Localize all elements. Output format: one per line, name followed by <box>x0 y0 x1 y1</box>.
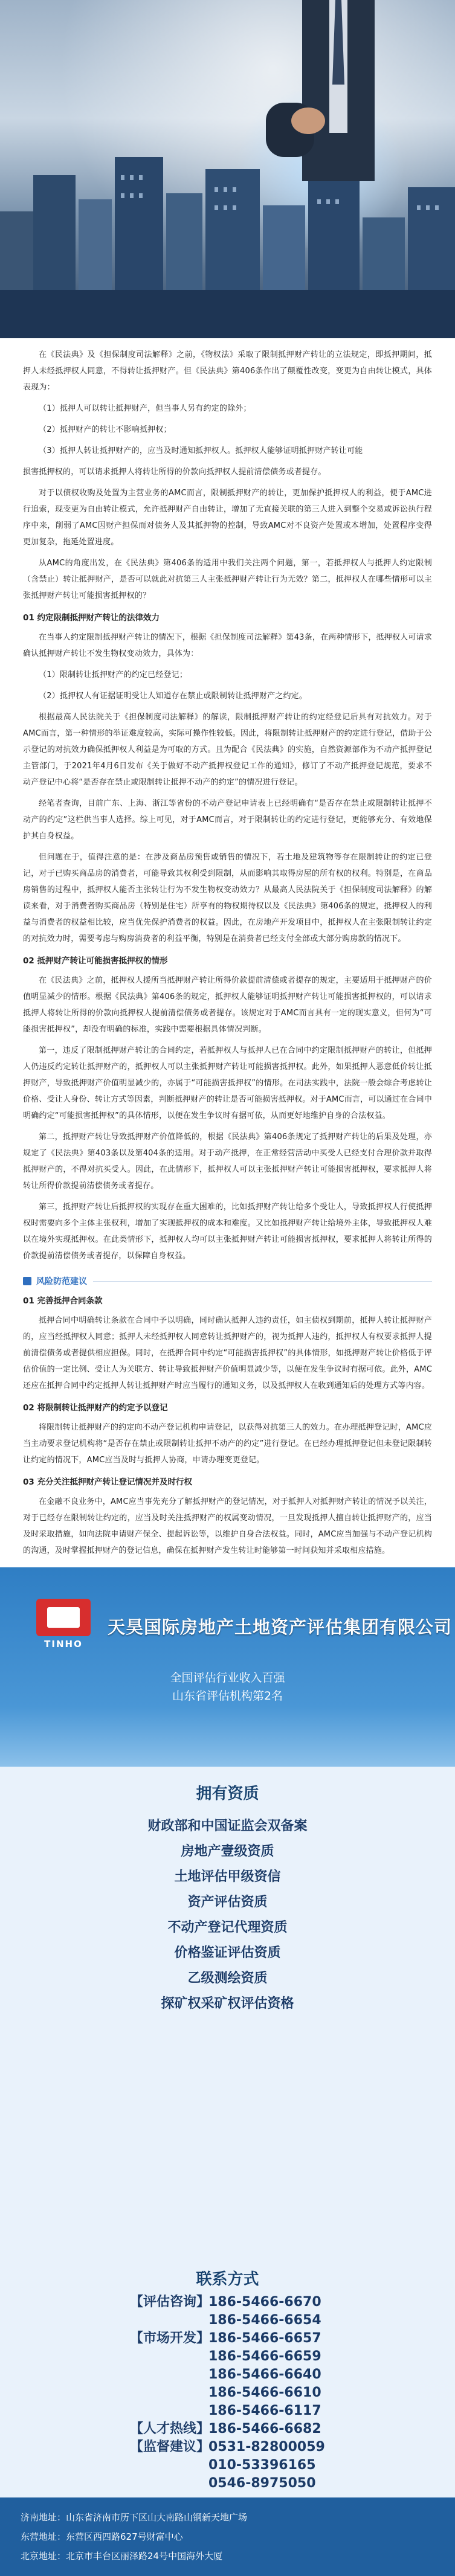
contact-row <box>130 2311 372 2330</box>
city-skyline <box>0 139 455 338</box>
contact-label <box>130 2311 208 2330</box>
list-item: （2）抵押权人有证据证明受让人知道存在禁止或限制转让抵押财产之约定。 <box>39 692 308 701</box>
qualification-item: 不动产登记代理资质 <box>167 1920 288 1935</box>
contact-row <box>130 2402 372 2420</box>
logo-text: TINHO <box>44 1639 83 1649</box>
contact-row <box>130 2438 372 2456</box>
contact-list <box>130 2293 372 2493</box>
address-line: 济南地址：山东省济南市历下区山大南路山钢新天地广场 <box>21 2512 248 2523</box>
qualification-item: 价格鉴证评估资质 <box>174 1945 281 1961</box>
section-heading: 01 约定限制抵押财产转让的法律效力 <box>23 613 160 623</box>
address-line: 北京地址：北京市丰台区丽泽路24号中国海外大厦 <box>21 2551 223 2562</box>
paragraph: 经笔者查询，目前广东、上海、浙江等省份的不动产登记申请表上已经明确有“是否存在禁止或限制转让抵押不动产的约定”这栏供当事人选择。综上可见，对于AMC而言，对于限制转让的约定进行登记，更能够充分、有效地保护其自身权益。 <box>23 799 432 841</box>
section-heading: 02 抵押财产转让可能损害抵押权的情形 <box>23 956 168 966</box>
phone-number[interactable]: 186-5466-6670 <box>208 2295 321 2310</box>
contact-row <box>130 2420 372 2438</box>
paragraph: 从AMC的角度出发，在《民法典》第406条的适用中我们关注两个问题，第一，若抵押权人与抵押人约定限制（含禁止）转让抵押财产，是否可以就此对抗第三人主张抵押财产转让行为无效？第二，抵押权人在哪些情形可以主张抵押财产转让可能损害抵押权的？ <box>23 559 432 600</box>
qualification-item: 资产评估资质 <box>187 1895 268 1910</box>
qualification-item: 财政部和中国证监会双备案 <box>147 1819 308 1834</box>
list-item: （1）限制转让抵押财产的约定已经登记； <box>39 670 188 679</box>
hero-banner <box>0 0 455 338</box>
qualification-item: 探矿权采矿权评估资格 <box>161 1996 294 2011</box>
phone-number[interactable]: 186-5466-6659 <box>208 2349 321 2364</box>
contact-row <box>130 2384 372 2402</box>
phone-number[interactable]: 0546-8975050 <box>208 2476 316 2491</box>
address-line: 东营地址：东营区西四路627号财富中心 <box>21 2531 183 2542</box>
contact-label <box>130 2348 208 2366</box>
tips-title: 风险防范建议 <box>36 1277 87 1286</box>
contact-label <box>130 2456 208 2475</box>
paragraph: 将限制转让抵押财产的约定向不动产登记机构申请登记，以获得对抗第三人的效力。在办理抵押登记时，AMC应当主动要求登记机构将“是否存在禁止或限制转让抵押不动产的约定”进行登记。在已经办理抵押登记但未登记限制转让约定的情况下，AMC应当及时与抵押人协商，申请办理变更登记。 <box>23 1423 432 1465</box>
company-name: 天昊国际房地产土地资产评估集团有限公司 <box>108 1616 453 1637</box>
footer-banner <box>0 1567 455 1767</box>
phone-number[interactable]: 186-5466-6610 <box>208 2385 321 2400</box>
phone-number[interactable]: 0531-82800059 <box>208 2439 325 2455</box>
phone-number[interactable]: 186-5466-6657 <box>208 2331 321 2346</box>
contact-row <box>130 2366 372 2384</box>
brand-row <box>0 1599 455 1653</box>
paragraph: 在当事人约定限制抵押财产转让的情况下，根据《担保制度司法解释》第43条，在两种情形下，抵押权人可请求确认抵押财产转让不发生物权变动效力，具体为： <box>23 633 432 658</box>
paragraph: 但问题在于，值得注意的是：在涉及商品房预售或销售的情况下，若土地及建筑物等存在限制转让的约定已登记，对于已购买商品房的消费者，可能导致其权利受到限制，从而影响其取得房屋的所有权的权利。特别是，在商品房销售的过程中，抵押权人能否主张转让行为不发生物权变动效力？从最高人民法院关于《担保制度司法解释》的解读来看，对于消费者购买商品房（特别是住宅）所享有的物权期待权以及《民法典》第406条的规定，抵押权人的利益与消费者的权益相比较，应当优先保护消费者的权益。因此，在房地产开发项目中，抵押权人在主张限制转让约定的对抗效力时，需要考虑与购房消费者的利益平衡，特别是在消费者已经支付全部或大部分购房款的情况下。 <box>23 853 432 943</box>
phone-number[interactable]: 186-5466-6682 <box>208 2421 321 2436</box>
list-item: （1）抵押人可以转让抵押财产，但当事人另有约定的除外； <box>39 404 251 413</box>
slogans <box>0 1669 455 1705</box>
qualification-item: 房地产壹级资质 <box>181 1844 274 1859</box>
contact-row <box>130 2475 372 2493</box>
phone-number[interactable]: 010-53396165 <box>208 2458 316 2473</box>
contact-heading <box>0 2267 455 2289</box>
list-item: （3）抵押人转让抵押财产的，应当及时通知抵押权人。抵押权人能够证明抵押财产转让可能 <box>39 446 363 455</box>
phone-number[interactable]: 186-5466-6640 <box>208 2367 321 2382</box>
contact-label <box>130 2366 208 2384</box>
paragraph: 第三，抵押财产转让后抵押权的实现存在重大困难的，比如抵押财产转让给多个受让人，导致抵押权人行使抵押权时需要向多个主体主张权利，增加了实现抵押权的成本和难度。又比如抵押财产转让给境外主体，导致抵押权人难以在境外实现抵押权。在此类情形下，抵押权人均可以主张抵押财产转让可能损害抵押权，要求抵押人将转让所得的价款提前清偿债务或者提存，以保障自身权益。 <box>23 1203 432 1261</box>
article-body <box>0 338 455 1264</box>
paragraph: 损害抵押权的，可以请求抵押人将转让所得的价款向抵押权人提前清偿债务或者提存。 <box>23 467 326 477</box>
contact-label <box>130 2402 208 2420</box>
address-bar <box>0 2497 455 2576</box>
divider <box>93 1281 432 1282</box>
contact-label <box>130 2475 208 2493</box>
contact-label: 【监督建议】 <box>130 2439 210 2455</box>
paragraph: 在《民法典》之前，抵押权人援所当抵押财产转让所得价款提前清偿或者提存的规定，主要适用于抵押财产的价值明显减少的情形。根据《民法典》第406条的规定，抵押权人能够证明抵押财产转让可能损害抵押权的，可以请求抵押人将转让所得的价款向抵押权人提前清偿债务或者提存。该规定对于AMC而言具有一定的现实意义，但何为“可能损害抵押权”，却没有明确的标准，实践中需要根据具体情况判断。 <box>23 976 432 1034</box>
logo-mark-icon <box>36 1599 91 1636</box>
phone-number[interactable]: 186-5466-6117 <box>208 2403 321 2418</box>
qualification-item: 土地评估甲级资信 <box>174 1869 281 1884</box>
paragraph: 在《民法典》及《担保制度司法解释》之前，《物权法》采取了限制抵押财产转让的立法规定，即抵押期间，抵押人未经抵押权人同意，不得转让抵押财产。但《民法典》第406条作出了颠覆性改变，变更为自由转让模式，具体表现为： <box>23 350 432 392</box>
contact-label: 【市场开发】 <box>130 2331 210 2346</box>
qualifications-heading <box>0 1781 455 1804</box>
tips-body <box>0 1293 455 1559</box>
list-item: （2）抵押财产的转让不影响抵押权； <box>39 425 172 434</box>
section-heading: 01 完善抵押合同条款 <box>23 1296 103 1306</box>
contact-row <box>130 2456 372 2475</box>
qualifications-list <box>0 1814 455 2017</box>
contact-row <box>130 2348 372 2366</box>
paragraph: 根据最高人民法院关于《担保制度司法解释》的解读，限制抵押财产转让的约定经登记后具有对抗效力。对于AMC而言，第一种情形的举证难度较高，实际可操作性较低。因此，将限制转让抵押财产的约定进行登记，借助于公示登记的对抗效力确保抵押权人利益是为可取的方式。且为配合《民法典》的实施，自然资源部作为不动产抵押登记主管部门，于2021年4月6日发布《关于做好不动产抵押权登记工作的通知》，修订了不动产抵押登记规范，要求不动产登记中心将“是否存在禁止或限制转让抵押不动产的约定”的情况进行登记。 <box>23 713 432 787</box>
square-bullet-icon <box>23 1277 31 1285</box>
contact-row <box>130 2330 372 2348</box>
tips-header <box>0 1275 455 1287</box>
contact-label: 【人才热线】 <box>130 2421 210 2436</box>
phone-number[interactable]: 186-5466-6654 <box>208 2313 321 2328</box>
paragraph: 第二，抵押财产转让导致抵押财产价值降低的，根据《民法典》第406条规定了抵押财产转让的后果及处理，亦规定了《民法典》第403条以及第404条的适用。对于动产抵押，在正常经营活动中买受人已经支付合理价款并取得抵押财产的，不得对抗买受人。因此，在此情形下，抵押权人可以主张抵押财产转让可能损害抵押权，要求抵押人将转让所得价款提前清偿债务或者提存。 <box>23 1132 432 1190</box>
paragraph: 对于以债权收购及处置为主营业务的AMC而言，限制抵押财产的转让，更加保护抵押权人的利益，便于AMC进行追索，现变更为自由转让模式，允许抵押财产自由转让，增加了无直接关联的第三人进入到整个交易或诉讼执行程序中来，削弱了AMC因财产担保而对债务人及其抵押物的控制，导致AMC对不良资产处置或本增加，处置程序变得更加复杂，拖延处置进度。 <box>23 489 432 547</box>
company-footer <box>0 1567 455 2576</box>
paragraph: 第一，违反了限制抵押财产转让的合同约定，若抵押权人与抵押人已在合同中约定限制抵押财产的转让，但抵押人仍违反约定转让抵押财产的，抵押权人可以主张抵押财产转让可能损害抵押权。此外，如果抵押人恶意低价转让抵押财产，导致抵押财产价值明显减少的，亦属于“可能损害抵押权”的情形。在司法实践中，法院一般会综合考虑转让价格、受让人身份、转让方式等因素，判断抵押财产的转让是否可能损害抵押权。对于AMC而言，可以通过在合同中明确约定“可能损害抵押权”的具体情形，以便在发生争议时有据可依，从而更好地维护自身的合法权益。 <box>23 1046 432 1120</box>
slogan: 全国评估行业收入百强 <box>170 1671 285 1685</box>
contact-label <box>130 2384 208 2402</box>
paragraph: 抵押合同中明确转让条款在合同中予以明确，同时确认抵押人违约责任，如主债权到期前，抵押人转让抵押财产的，应当经抵押权人同意；抵押人未经抵押权人同意转让抵押财产的，视为抵押人违约，抵押权人有权要求抵押人提前清偿债务或者提供相应担保。同时，在抵押合同中约定“可能损害抵押权”的具体情形，如抵押财产转让价格低于评估价值的一定比例、受让人为关联方、转让导致抵押财产价值明显减少等，以便在发生争议时有据可依。此外，AMC还应在抵押合同中约定抵押人转让抵押财产时应当履行的通知义务，以及抵押权人在收到通知后的处理方式等内容。 <box>23 1316 432 1390</box>
section-heading: 02 将限制转让抵押财产的约定予以登记 <box>23 1403 168 1413</box>
contact-title: 联系方式 <box>196 2270 259 2289</box>
qualifications-title: 拥有资质 <box>196 1785 259 1803</box>
slogan: 山东省评估机构第2名 <box>172 1689 283 1703</box>
section-heading: 03 充分关注抵押财产转让登记情况并及时行权 <box>23 1477 192 1487</box>
contact-row <box>130 2293 372 2311</box>
company-logo <box>30 1599 97 1653</box>
contact-label: 【评估咨询】 <box>130 2295 210 2310</box>
paragraph: 在金融不良业务中，AMC应当事先充分了解抵押财产的登记情况，对于抵押人对抵押财产转让的情况予以关注，对于已经存在限制转让约定的，应当及时关注抵押财产的权属变动情况，一旦发现抵押人擅自转让抵押财产的，应当及时采取措施，如向法院申请财产保全、提起诉讼等，以维护自身合法权益。同时，AMC应当加强与不动产登记机构的沟通，及时掌握抵押财产的登记信息，确保在抵押财产发生转让时能够第一时间获知并采取相应措施。 <box>23 1497 432 1555</box>
qualification-item: 乙级测绘资质 <box>187 1971 268 1986</box>
